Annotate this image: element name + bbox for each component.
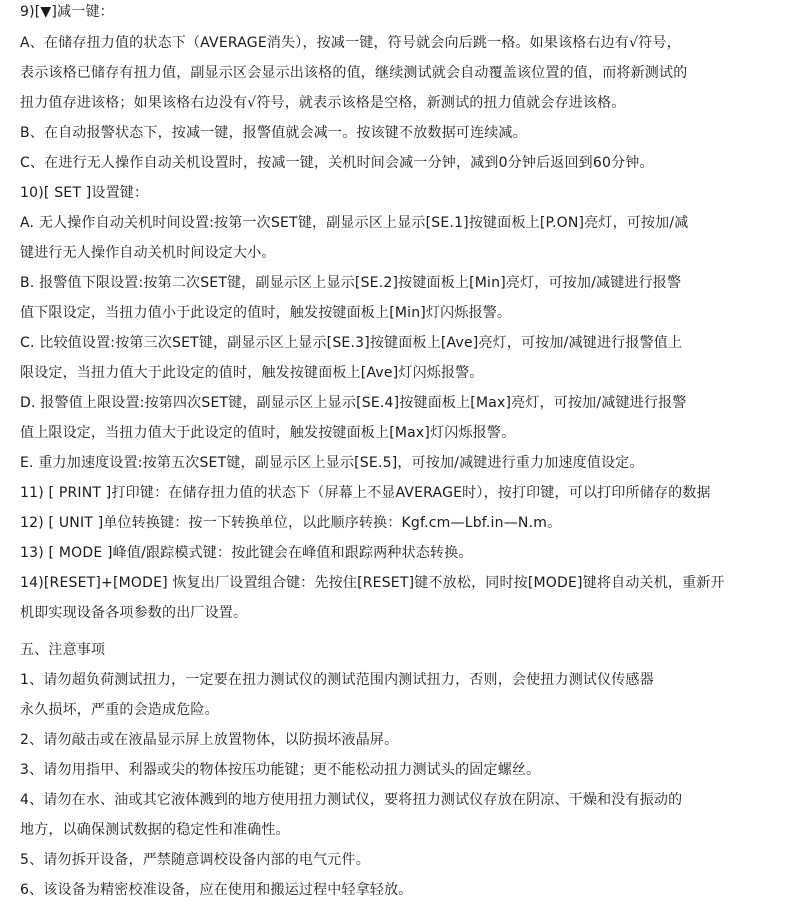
paragraph-line: 5、请勿拆开设备，严禁随意调校设备内部的电气元件。 [20, 852, 370, 868]
paragraph-line: 2、请勿敲击或在液晶显示屏上放置物体，以防损坏液晶屏。 [20, 732, 399, 748]
paragraph-line: D. 报警值上限设置:按第四次SET键，副显示区上显示[SE.4]按键面板上[Max]亮灯，可按加/减键进行报警 [20, 395, 687, 411]
paragraph-line: 机即实现设备各项参数的出厂设置。 [20, 605, 248, 621]
paragraph-line: 14)[RESET]+[MODE] 恢复出厂设置组合键：先按住[RESET]键不放松，同时按[MODE]键将自动关机，重新开 [20, 575, 725, 591]
paragraph-line: 表示该格已储存有扭力值，副显示区会显示出该格的值，继续测试就会自动覆盖该位置的值，而将新测试的 [20, 65, 688, 81]
paragraph-line: 值下限设定，当扭力值小于此设定的值时，触发按键面板上[Min]灯闪烁报警。 [20, 305, 512, 321]
paragraph-line: 值上限设定，当扭力值大于此设定的值时，触发按键面板上[Max]灯闪烁报警。 [20, 425, 516, 441]
paragraph-line: 12) [ UNIT ]单位转换键：按一下转换单位，以此顺序转换：Kgf.cm—Lbf.in—N.m。 [20, 515, 562, 531]
paragraph-line: 扭力值存进该格；如果该格右边没有√符号，就表示该格是空格，新测试的扭力值就会存进该格。 [20, 95, 626, 111]
paragraph-line: B、在自动报警状态下，按减一键，报警值就会减一。按该键不放数据可连续减。 [20, 125, 527, 141]
paragraph-line: B. 报警值下限设置:按第二次SET键，副显示区上显示[SE.2]按键面板上[Min]亮灯，可按加/减键进行报警 [20, 275, 682, 291]
paragraph-line: 键进行无人操作自动关机时间设定大小。 [20, 245, 276, 261]
section-heading-notes: 五、注意事项 [20, 642, 106, 658]
paragraph-line: 限设定，当扭力值大于此设定的值时，触发按键面板上[Ave]灯闪烁报警。 [20, 365, 484, 381]
paragraph-line: 13) [ MODE ]峰值/跟踪模式键：按此键会在峰值和跟踪两种状态转换。 [20, 545, 473, 561]
heading-minus-key: 9)[▼]减一键： [20, 4, 114, 20]
paragraph-line: A、在储存扭力值的状态下（AVERAGE消失），按减一键，符号就会向后跳一格。如果该格右边有√符号， [20, 35, 681, 51]
paragraph-line: A. 无人操作自动关机时间设置:按第一次SET键，副显示区上显示[SE.1]按键面板上[P.ON]亮灯，可按加/减 [20, 215, 689, 231]
paragraph-line: 4、请勿在水、油或其它液体溅到的地方使用扭力测试仪，要将扭力测试仪存放在阴凉、干燥和没有振动的 [20, 792, 683, 808]
paragraph-line: C、在进行无人操作自动关机设置时，按减一键，关机时间会减一分钟，减到0分钟后返回到60分钟。 [20, 155, 654, 171]
heading-set-key: 10)[ SET ]设置键： [20, 185, 149, 201]
paragraph-line: 1、请勿超负荷测试扭力，一定要在扭力测试仪的测试范围内测试扭力，否则，会使扭力测试仪传感器 [20, 672, 654, 688]
paragraph-line: C. 比较值设置:按第三次SET键，副显示区上显示[SE.3]按键面板上[Ave]亮灯，可按加/减键进行报警值上 [20, 335, 683, 351]
paragraph-line: 地方，以确保测试数据的稳定性和准确性。 [20, 822, 290, 838]
paragraph-line: 6、该设备为精密校准设备，应在使用和搬运过程中轻拿轻放。 [20, 882, 413, 898]
paragraph-line: E. 重力加速度设置:按第五次SET键，副显示区上显示[SE.5]，可按加/减键进行重力加速度值设定。 [20, 455, 644, 471]
paragraph-line: 11) [ PRINT ]打印键：在储存扭力值的状态下（屏幕上不显AVERAGE时），按打印键，可以打印所储存的数据 [20, 485, 711, 501]
paragraph-line: 永久损坏，严重的会造成危险。 [20, 702, 219, 718]
paragraph-line: 3、请勿用指甲、利器或尖的物体按压功能键；更不能松动扭力测试头的固定螺丝。 [20, 762, 541, 778]
